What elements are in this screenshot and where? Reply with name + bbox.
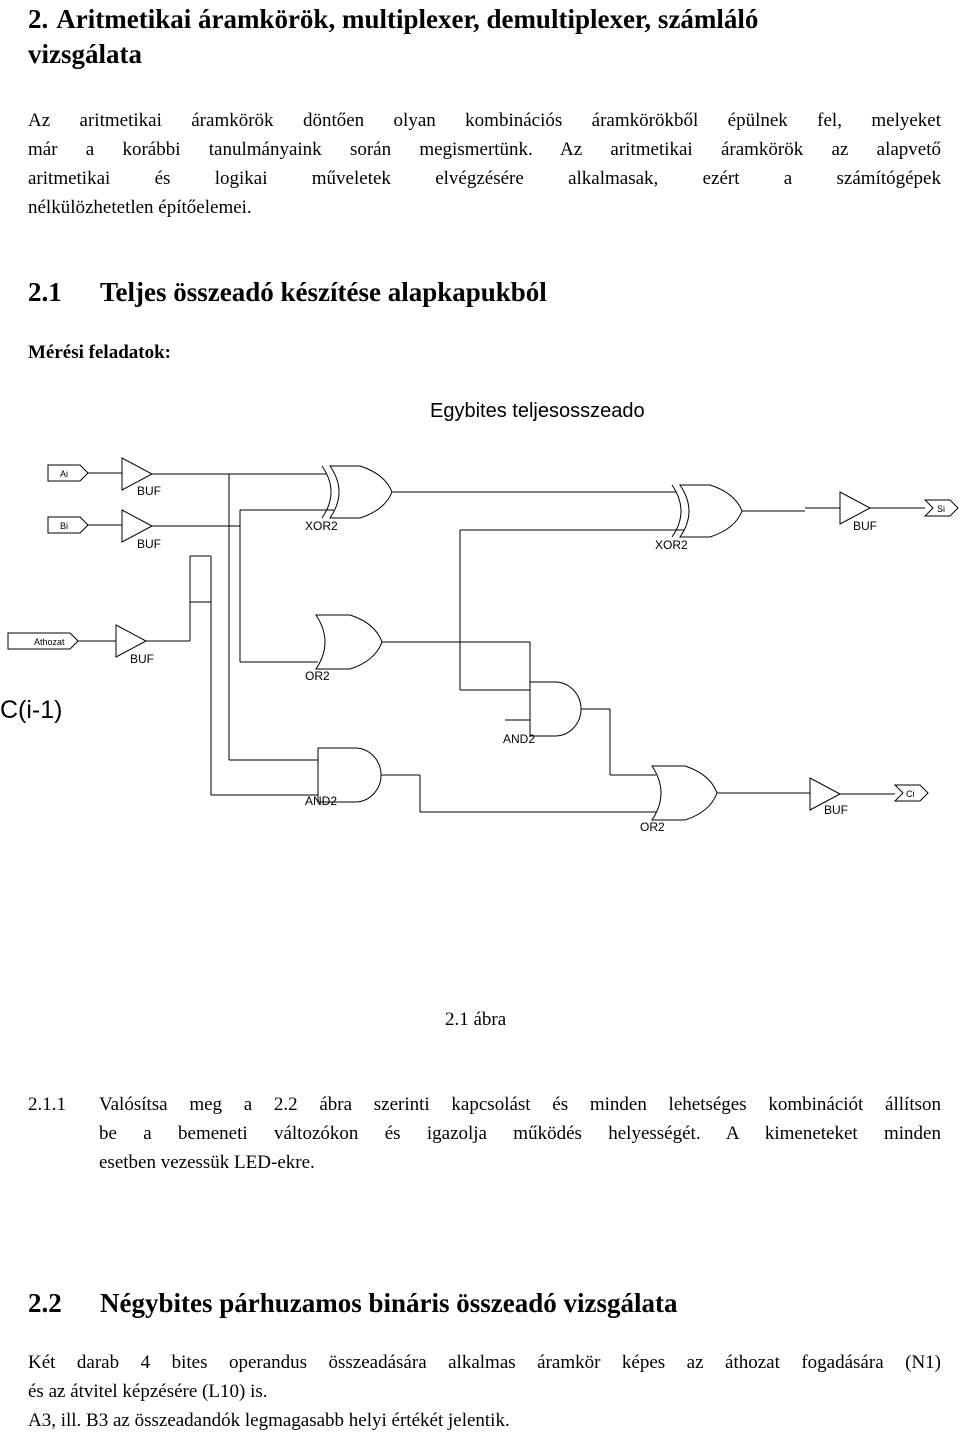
- label-bi: Bi: [60, 521, 69, 531]
- label-athozat: Athozat: [34, 637, 65, 647]
- full-adder-diagram: [0, 380, 960, 860]
- figure-caption: 2.1 ábra: [445, 1009, 507, 1030]
- task-text: [99, 1090, 941, 1177]
- intro-line: Az aritmetikai áramkörök döntően olyan kombinációs áramkörökből épülnek fel, melyeket: [28, 110, 941, 131]
- intro-paragraph: [28, 106, 941, 222]
- label-or-1: OR2: [305, 669, 330, 683]
- label-buf-c: BUF: [130, 652, 154, 666]
- section-heading: [28, 1287, 678, 1319]
- label-buf-ci: BUF: [824, 803, 848, 817]
- section22-line: A3, ill. B3 az összeadandók legmagasabb helyi értékét jelentik.: [28, 1410, 510, 1431]
- wires: [78, 473, 925, 812]
- label-or-2: OR2: [640, 820, 665, 834]
- label-ci: Ci: [906, 789, 915, 799]
- label-xor-1: XOR2: [305, 519, 338, 533]
- task-number: 2.1.1: [28, 1094, 66, 1115]
- label-xor-2: XOR2: [655, 538, 688, 552]
- label-buf-b: BUF: [137, 537, 161, 551]
- label-buf-s: BUF: [853, 519, 877, 533]
- label-si: Si: [937, 504, 946, 514]
- subheading: Mérési feladatok:: [28, 342, 171, 363]
- intro-line: aritmetikai és logikai műveletek elvégzésére alkalmasak, ezért a számítógépek: [28, 168, 941, 189]
- chapter-title-line1: Aritmetikai áramkörök, multiplexer, demultiplexer, számláló: [56, 4, 759, 34]
- intro-line: nélkülözhetetlen építőelemei.: [28, 197, 252, 218]
- chapter-heading: [28, 2, 943, 72]
- section-number: 2.1: [28, 277, 62, 307]
- section-title: Négybites párhuzamos bináris összeadó vizsgálata: [100, 1288, 678, 1318]
- section-title: Teljes összeadó készítése alapkapukból: [100, 277, 547, 307]
- section22-line: Két darab 4 bites operandus összeadására alkalmas áramkör képes az áthozat fogadására (N1): [28, 1352, 941, 1373]
- task-line: be a bemeneti változókon és igazolja működés helyességét. A kimeneteket minden: [99, 1123, 941, 1144]
- task-line: esetben vezessük LED-ekre.: [99, 1152, 315, 1173]
- section-heading: [28, 276, 547, 308]
- chapter-title-line2: vizsgálata: [28, 39, 142, 69]
- section-number: 2.2: [28, 1288, 62, 1318]
- intro-line: már a korábbi tanulmányaink során megismertünk. Az aritmetikai áramkörök az alapvető: [28, 139, 941, 160]
- chapter-number: 2.: [28, 4, 49, 34]
- and-gate-1: [530, 682, 581, 736]
- section22-paragraph: [28, 1348, 941, 1435]
- diagram-title: Egybites teljesosszeado: [430, 400, 645, 422]
- label-carry-in: C(i-1): [0, 696, 63, 724]
- label-and-1: AND2: [503, 732, 536, 746]
- section22-line: és az átvitel képzésére (L10) is.: [28, 1381, 268, 1402]
- or-gate-2: [652, 766, 717, 820]
- xor-gate-2: [672, 485, 742, 537]
- or-gate-1: [316, 615, 382, 669]
- label-buf-a: BUF: [137, 484, 161, 498]
- label-ai: Ai: [60, 469, 69, 479]
- label-and-2: AND2: [305, 794, 338, 808]
- task-line: Valósítsa meg a 2.2 ábra szerinti kapcsolást és minden lehetséges kombinációt állítson: [99, 1094, 941, 1115]
